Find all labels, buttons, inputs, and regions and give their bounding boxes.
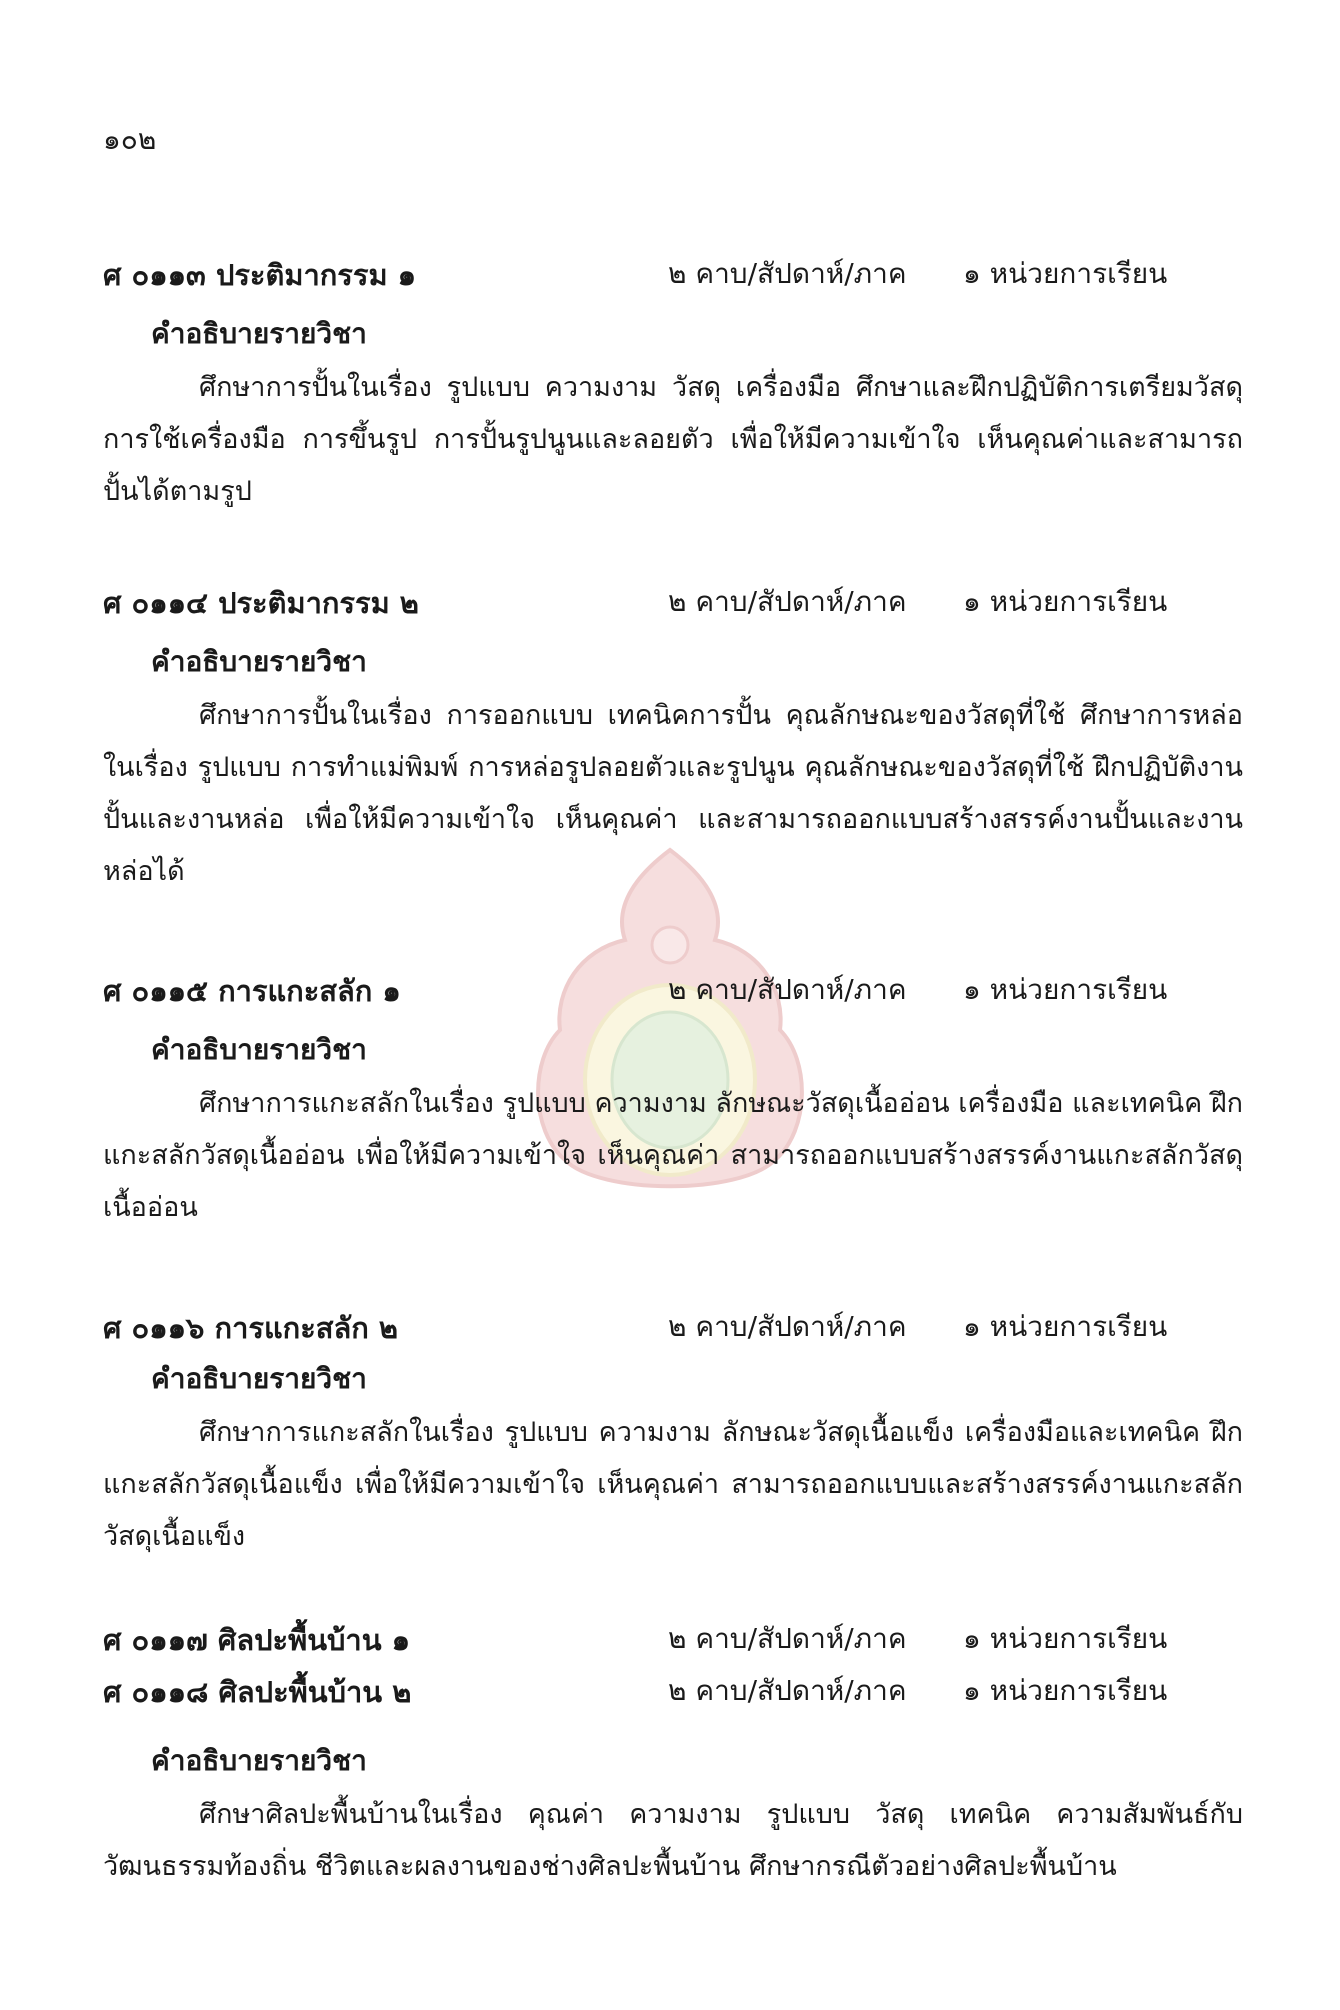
course-hours: ๒ คาบ/สัปดาห์/ภาค [668,1622,907,1655]
course-header [103,252,1243,304]
course-code: ศ ๐๑๑๔ ประติมากรรม ๒ [103,586,419,620]
course-code: ศ ๐๑๑๘ ศิลปะพื้นบ้าน ๒ [103,1675,412,1709]
course-header [103,968,1243,1020]
course-header [103,1617,1243,1669]
course-credits: ๑ หน่วยการเรียน [963,257,1168,290]
course-description: ศึกษาการแกะสลักในเรื่อง รูปแบบ ความงาม ลักษณะวัสดุเนื้ออ่อน เครื่องมือ และเทคนิค ฝึกแกะสลักวัสดุเนื้ออ่อน เพื่อให้มีความเข้าใจ เห็นคุณค่า สามารถออกแบบสร้างสรรค์งานแกะสลักวัสดุเนื้ออ่อน [103,1088,1243,1223]
description-heading: คำอธิบายรายวิชา [151,1362,367,1395]
course-block [103,1305,1243,1563]
course-block [103,1617,1243,1669]
course-description: ศึกษาการปั้นในเรื่อง รูปแบบ ความงาม วัสดุ เครื่องมือ ศึกษาและฝึกปฏิบัติการเตรียมวัสดุ การใช้เครื่องมือ การขึ้นรูป การปั้นรูปนูนและลอยตัว เพื่อให้มีความเข้าใจ เห็นคุณค่าและสามารถปั้นได้ตามรูป [103,372,1243,507]
course-credits: ๑ หน่วยการเรียน [963,973,1168,1006]
course-code: ศ ๐๑๑๗ ศิลปะพื้นบ้าน ๑ [103,1623,411,1657]
course-block [103,1669,1243,1893]
course-code: ศ ๐๑๑๕ การแกะสลัก ๑ [103,974,401,1008]
course-hours: ๒ คาบ/สัปดาห์/ภาค [668,973,907,1006]
description-heading: คำอธิบายรายวิชา [151,645,367,678]
course-header [103,1669,1243,1721]
course-code: ศ ๐๑๑๓ ประติมากรรม ๑ [103,258,417,292]
course-block [103,580,1243,898]
course-description: ศึกษาการปั้นในเรื่อง การออกแบบ เทคนิคการปั้น คุณลักษณะของวัสดุที่ใช้ ศึกษาการหล่อในเรื่อง รูปแบบ การทำแม่พิมพ์ การหล่อรูปลอยตัวและรูปนูน คุณลักษณะของวัสดุที่ใช้ ฝึกปฏิบัติงานปั้นและงานหล่อ เพื่อให้มีความเข้าใจ เห็นคุณค่า และสามารถออกแบบสร้างสรรค์งานปั้นและงานหล่อได้ [103,700,1243,887]
course-hours: ๒ คาบ/สัปดาห์/ภาค [668,1674,907,1707]
course-hours: ๒ คาบ/สัปดาห์/ภาค [668,257,907,290]
course-credits: ๑ หน่วยการเรียน [963,585,1168,618]
course-description: ศึกษาการแกะสลักในเรื่อง รูปแบบ ความงาม ลักษณะวัสดุเนื้อแข็ง เครื่องมือและเทคนิค ฝึกแกะสลักวัสดุเนื้อแข็ง เพื่อให้มีความเข้าใจ เห็นคุณค่า สามารถออกแบบและสร้างสรรค์งานแกะสลักวัสดุเนื้อแข็ง [103,1417,1243,1552]
description-heading: คำอธิบายรายวิชา [151,1033,367,1066]
course-header [103,580,1243,632]
course-hours: ๒ คาบ/สัปดาห์/ภาค [668,1310,907,1343]
course-header [103,1305,1243,1357]
course-block [103,252,1243,518]
course-credits: ๑ หน่วยการเรียน [963,1674,1168,1707]
course-block [103,968,1243,1234]
description-heading: คำอธิบายรายวิชา [151,317,367,350]
course-credits: ๑ หน่วยการเรียน [963,1622,1168,1655]
course-code: ศ ๐๑๑๖ การแกะสลัก ๒ [103,1311,399,1345]
page-number: ๑๐๒ [103,123,157,156]
course-hours: ๒ คาบ/สัปดาห์/ภาค [668,585,907,618]
course-description: ศึกษาศิลปะพื้นบ้านในเรื่อง คุณค่า ความงาม รูปแบบ วัสดุ เทคนิค ความสัมพันธ์กับวัฒนธรรมท้องถิ่น ชีวิตและผลงานของช่างศิลปะพื้นบ้าน ศึกษากรณีตัวอย่างศิลปะพื้นบ้าน [103,1799,1243,1882]
course-credits: ๑ หน่วยการเรียน [963,1310,1168,1343]
description-heading: คำอธิบายรายวิชา [151,1744,367,1777]
